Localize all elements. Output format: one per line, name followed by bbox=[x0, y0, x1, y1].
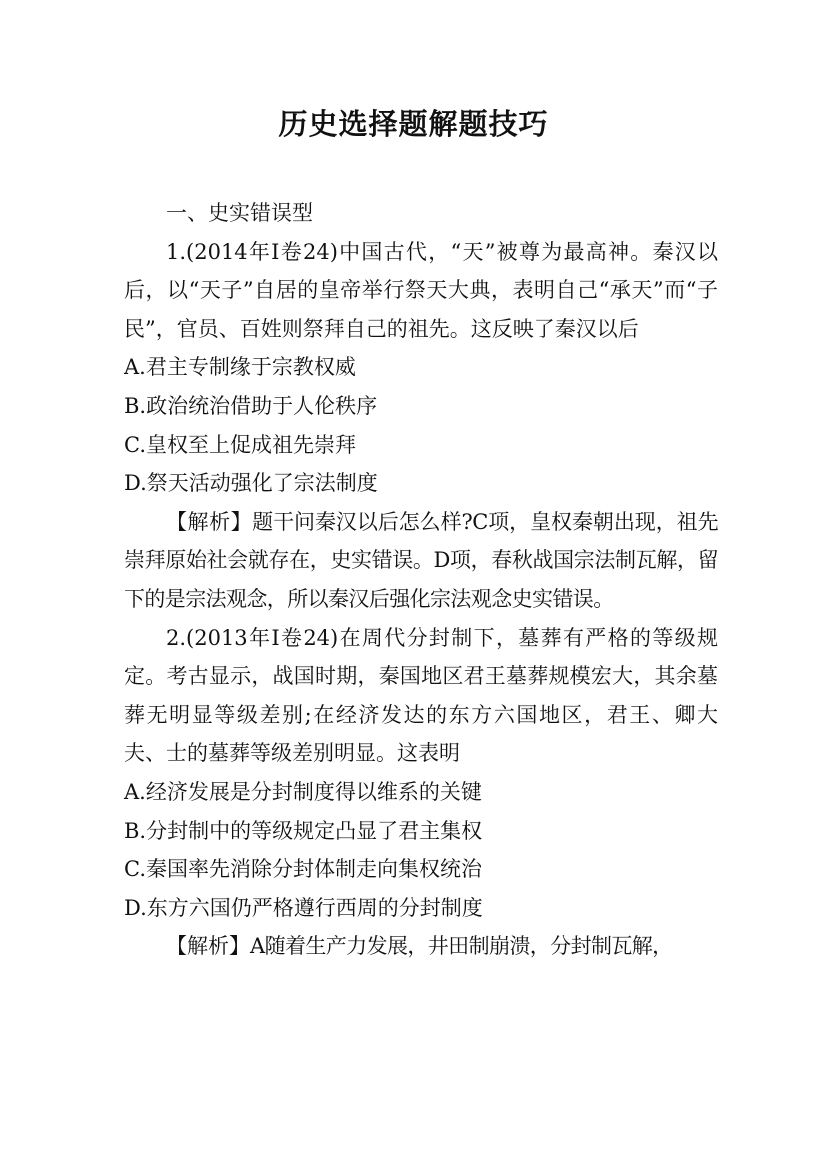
document-title: 历史选择题解题技巧 bbox=[278, 107, 549, 141]
question-1-option-d: D.祭天活动强化了宗法制度 bbox=[124, 471, 378, 496]
question-1-stem: 1.(2014年Ⅰ卷24)中国古代，“天”被尊为最高神。秦汉以后，以“天子”自居的皇帝举行祭天大典，表明自己“承天”而“子民”，官员、百姓则祭拜自己的祖先。这反映了秦汉以后 bbox=[124, 239, 718, 341]
question-1-option-c: C.皇权至上促成祖先崇拜 bbox=[124, 432, 356, 457]
question-1-option-b: B.政治统治借助于人伦秩序 bbox=[124, 393, 378, 418]
question-2-analysis bbox=[124, 927, 718, 966]
analysis-label: 【解析】 bbox=[166, 934, 250, 959]
question-2-option-d: D.东方六国仍严格遵行西周的分封制度 bbox=[124, 895, 483, 920]
question-2-stem: 2.(2013年Ⅰ卷24)在周代分封制下，墓葬有严格的等级规定。考古显示，战国时期，秦国地区君王墓葬规模宏大，其余墓葬无明显等级差别;在经济发达的东方六国地区，君王、卿大夫、士的墓葬等级差别明显。这表明 bbox=[124, 625, 718, 766]
section-heading: 一、史实错误型 bbox=[166, 201, 313, 225]
question-2-option-a: A.经济发展是分封制度得以维系的关键 bbox=[124, 779, 482, 804]
question-2-option-c: C.秦国率先消除分封体制走向集权统治 bbox=[124, 857, 482, 882]
document-body bbox=[124, 194, 718, 966]
question-1-option-a: A.君主专制缘于宗教权威 bbox=[124, 355, 356, 380]
analysis-text: 题干问秦汉以后怎么样?C项，皇权秦朝出现，祖先崇拜原始社会就存在，史实错误。D项，春秋战国宗法制瓦解，留下的是宗法观念，所以秦汉后强化宗法观念史实错误。 bbox=[124, 509, 718, 611]
question-2-option-b: B.分封制中的等级规定凸显了君主集权 bbox=[124, 818, 483, 843]
analysis-text: A随着生产力发展，井田制崩溃，分封制瓦解， bbox=[250, 934, 673, 959]
analysis-label: 【解析】 bbox=[166, 509, 253, 534]
question-1-analysis bbox=[124, 503, 718, 619]
